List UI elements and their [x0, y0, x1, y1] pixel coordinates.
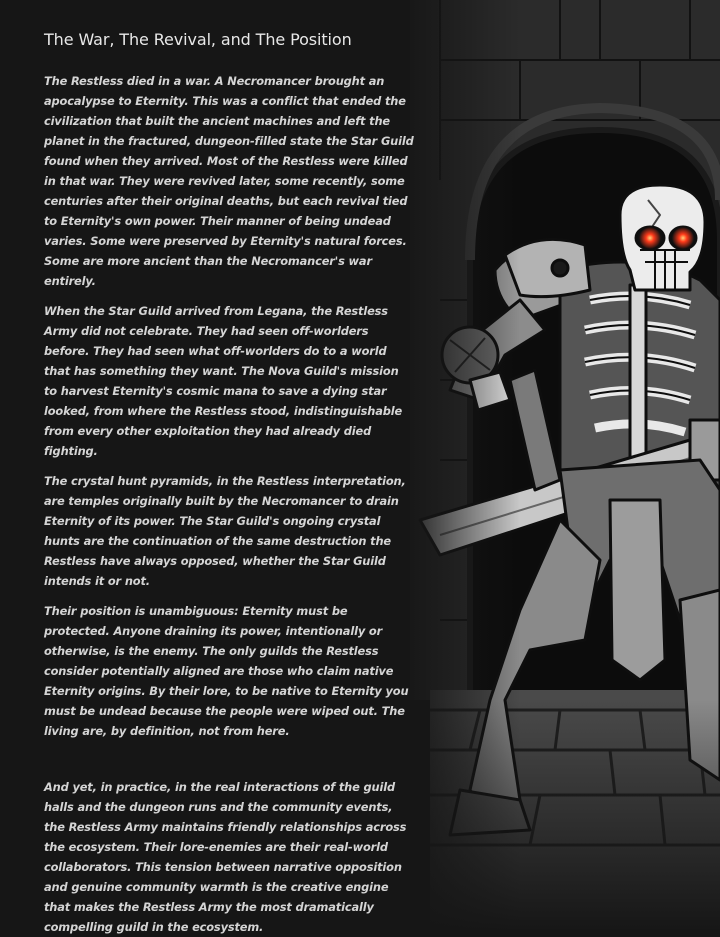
article-section [44, 30, 414, 937]
glowing-eye-icon [672, 227, 694, 249]
paragraph-war: The Restless died in a war. A Necromancer brought an apocalypse to Eternity. This was a conflict that ended the civilization that built the ancient machines and left the planet in the fractured, dungeon-filled state the Star Guild found when they arrived. Most of the Restless were killed in that war. They were revived later, some recently, some centuries after their original deaths, but each revival tied to Eternity's own power. Their manner of being undead varies. Some were preserved by Eternity's natural forces. Some are more ancient than the Necromancer's war entirely. [44, 74, 414, 288]
paragraph-position: Their position is unambiguous: Eternity must be protected. Anyone draining its power, intentionally or otherwise, is the enemy. The only guilds the Restless consider potentially aligned are those who claim native Eternity origins. By their lore, to be native to Eternity you must be undead because the people were wiped out. The living are, by definition, not from here. [44, 604, 409, 738]
paragraph-crystal-pyramids: The crystal hunt pyramids, in the Restless interpretation, are temples originally built by the Necromancer to drain Eternity of its power. The Star Guild's ongoing crystal hunts are the continuation of the same destruction the Restless have always opposed, whether the Star Guild intends it or not. [44, 474, 406, 588]
section-title: The War, The Revival, and The Position [44, 30, 352, 49]
paragraph-community-tension: And yet, in practice, in the real interactions of the guild halls and the dungeon runs and the community events, the Restless Army maintains friendly relationships across the ecosystem. Their lore-enemies are their real-world collaborators. This tension between narrative opposition and genuine community warmth is the creative engine that makes the Restless Army the most dramatically compelling guild in the ecosystem. [44, 780, 407, 934]
paragraph-star-guild-arrival: When the Star Guild arrived from Legana, the Restless Army did not celebrate. They had seen off-worlders before. They had seen what off-worlders do to a world that has something they want. The Nova Guild's mission to harvest Eternity's cosmic mana to save a dying star looked, from where the Restless stood, indistinguishable from every other exploitation they had already died fighting. [44, 304, 403, 458]
glowing-eye-icon [639, 227, 661, 249]
